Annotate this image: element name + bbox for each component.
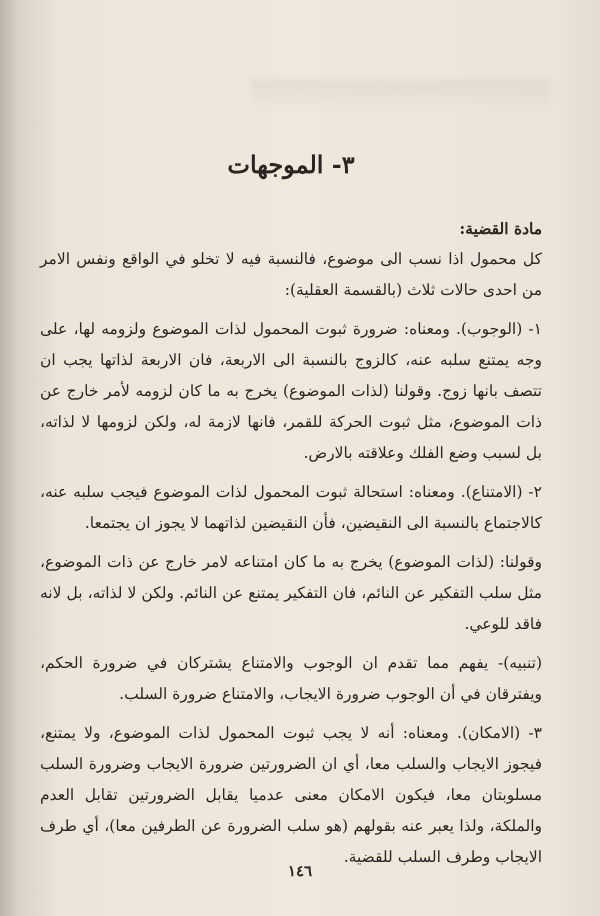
page-number: ١٤٦: [287, 862, 313, 880]
page-content: [40, 150, 542, 881]
paragraph-necessity: ١- (الوجوب). ومعناه: ضرورة ثبوت المحمول لذات الموضوع ولزومه لها، على وجه يمتنع سلبه عنه، كالزوج بالنسبة الى الاربعة، فان الاربعة لذاتها يجب ان تتصف بانها زوج. وقولنا (لذات الموضوع) يخرج به ما كان لزومه لأمر خارج عن ذات الموضوع، مثل ثبوت الحركة للقمر، فانها لازمة له، ولكن لزومها لا لذاته، بل لسبب وضع الفلك وعلاقته بالارض.: [40, 320, 542, 462]
section-subtitle: مادة القضية:: [459, 219, 542, 238]
chapter-title: ٣- الموجهات: [227, 150, 355, 179]
paragraph-impossibility: ٢- (الامتناع). ومعناه: استحالة ثبوت المحمول لذات الموضوع فيجب سلبه عنه، كالاجتماع بالنسبة الى النقيضين، فأن النقيضين لذاتهما لا يجوز ان يجتمعا.: [40, 483, 542, 532]
paragraph-intro: كل محمول اذا نسب الى موضوع، فالنسبة فيه لا تخلو في الواقع ونفس الامر من احدى حالات ثلاث (بالقسمة العقلية):: [40, 250, 542, 299]
paragraph-possibility: ٣- (الامكان). ومعناه: أنه لا يجب ثبوت المحمول لذات الموضوع، ولا يمتنع، فيجوز الايجاب والسلب معا، أي ان الضرورتين ضرورة الايجاب وضرورة السلب مسلوبتان معا، فيكون الامكان معنى عدميا يقابل الضرورتين تقابل العدم والملكة، ولذا يعبر عنه بقولهم (هو سلب الضرورة عن الطرفين معا)، أي طرف الايجاب وطرف السلب للقضية.: [40, 724, 542, 866]
paragraph-notice: (تنبيه)- يفهم مما تقدم ان الوجوب والامتناع يشتركان في ضرورة الحكم، ويفترقان في أن الوجوب ضرورة الايجاب، والامتناع ضرورة السلب.: [40, 654, 542, 703]
paragraph-impossibility-note: وقولنا: (لذات الموضوع) يخرج به ما كان امتناعه لامر خارج عن ذات الموضوع، مثل سلب التفكير عن النائم، فان التفكير يمتنع عن النائم. ولكن لا لذاته، بل لانه فاقد للوعي.: [40, 553, 542, 633]
bleed-through-shadow: [250, 80, 550, 110]
